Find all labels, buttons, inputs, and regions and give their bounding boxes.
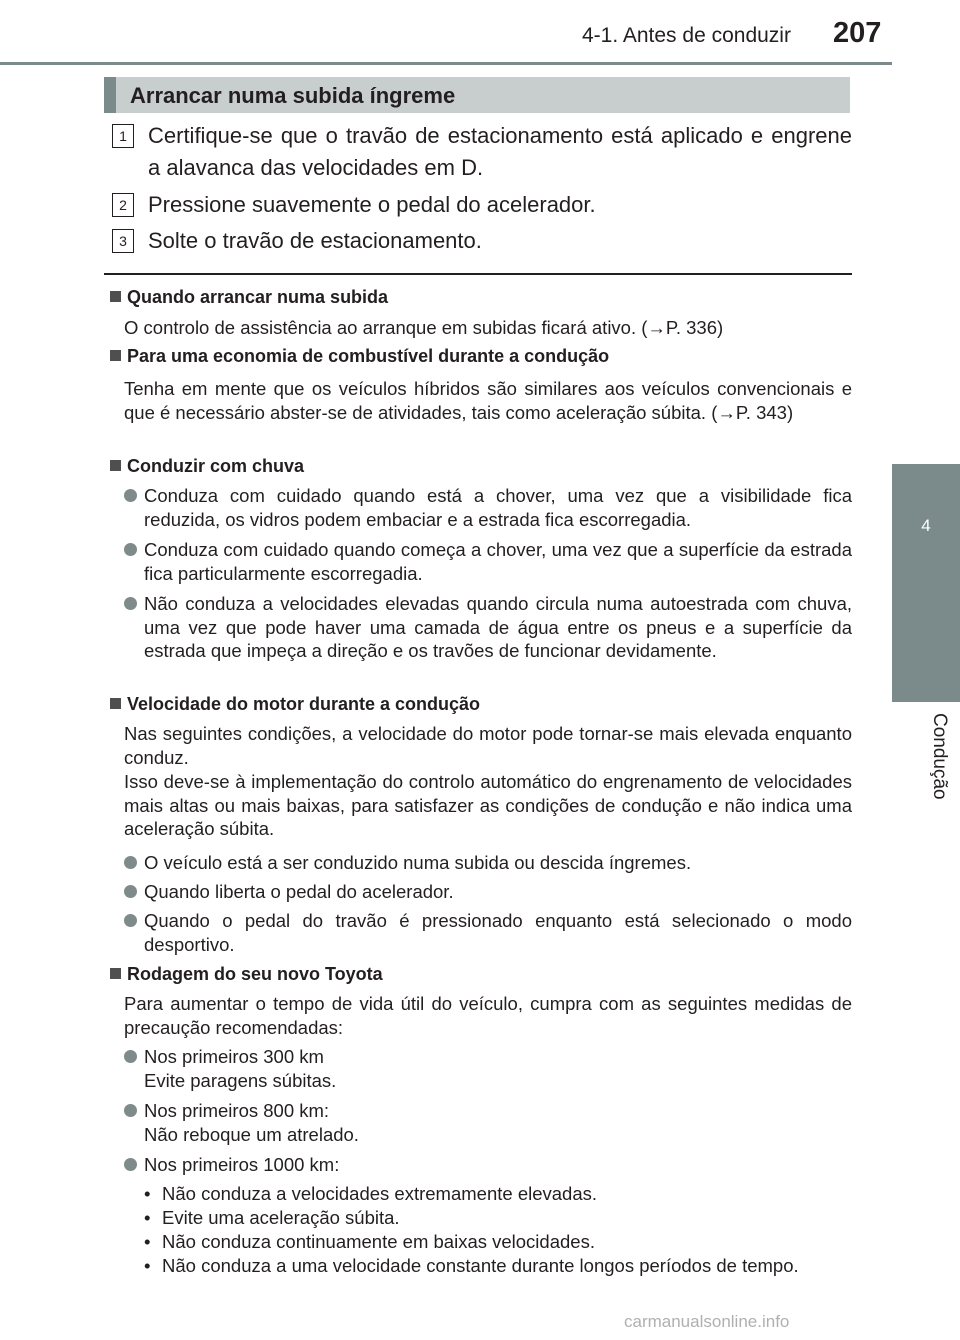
round-bullet-icon	[124, 885, 137, 898]
step-text: Solte o travão de estacionamento.	[148, 228, 482, 253]
square-bullet-icon	[110, 698, 121, 709]
list-item-text: Conduza com cuidado quando começa a chover, uma vez que a superfície da estrada fica particularmente escorregadia.	[144, 539, 852, 584]
note-paragraph: Para aumentar o tempo de vida útil do veículo, cumpra com as seguintes medidas de precaução recomendadas:	[124, 993, 852, 1038]
chapter-number: 4	[921, 516, 931, 535]
list-item-text: Nos primeiros 300 km	[144, 1046, 324, 1067]
chapter-label: Condução	[929, 713, 950, 800]
note-paragraph: Isso deve-se à implementação do controlo automático do engrenamento de velocidades mais altas ou mais baixas, para satisfazer as condições de condução e não indica uma aceleração súbita.	[124, 771, 852, 839]
round-bullet-icon	[124, 1104, 137, 1117]
step-text: Certifique-se que o travão de estacionamento está aplicado e engrene a alavanca das velocidades em D.	[148, 123, 852, 180]
list-item-text: O veículo está a ser conduzido numa subida ou descida íngremes.	[144, 852, 692, 873]
sub-list-item-text: Não conduza a velocidades extremamente elevadas.	[162, 1183, 598, 1204]
section-divider	[104, 273, 852, 275]
list-item-text: Nos primeiros 1000 km:	[144, 1154, 340, 1175]
note-heading-text: Velocidade do motor durante a condução	[127, 694, 481, 714]
square-bullet-icon	[110, 350, 121, 361]
chapter-side-tab	[892, 128, 960, 1340]
round-bullet-icon	[124, 489, 137, 502]
note-heading-text: Para uma economia de combustível durante a condução	[127, 346, 610, 366]
header-rule	[0, 62, 892, 65]
sub-list-item-text: Não conduza continuamente em baixas velocidades.	[162, 1231, 595, 1252]
note-paragraph: Tenha em mente que os veículos híbridos são similares aos veículos convencionais e que é necessário abster-se de atividades, tais como aceleração súbita. (→P. 343)	[124, 378, 852, 423]
step-text: Pressione suavemente o pedal do acelerador.	[148, 192, 596, 217]
list-item-text: Quando liberta o pedal do acelerador.	[144, 881, 454, 902]
round-bullet-icon	[124, 1050, 137, 1063]
round-bullet-icon	[124, 914, 137, 927]
dot-bullet-icon: •	[144, 1183, 151, 1204]
square-bullet-icon	[110, 460, 121, 471]
note-heading	[110, 287, 388, 308]
step-number: 1	[112, 124, 134, 148]
note-paragraph: O controlo de assistência ao arranque em subidas ficará ativo. (→P. 336)	[124, 317, 724, 338]
round-bullet-icon	[124, 597, 137, 610]
step-number: 2	[112, 193, 134, 217]
round-bullet-icon	[124, 856, 137, 869]
page-number: 207	[833, 17, 882, 49]
page-header	[0, 0, 960, 56]
note-heading	[110, 346, 609, 367]
note-heading	[110, 694, 480, 715]
note-heading-text: Conduzir com chuva	[127, 456, 305, 476]
square-bullet-icon	[110, 291, 121, 302]
section-title: Arrancar numa subida íngreme	[130, 83, 456, 108]
list-item-text: Quando o pedal do travão é pressionado enquanto está selecionado o modo desportivo.	[144, 910, 852, 955]
note-heading	[110, 964, 383, 985]
list-item-text: Nos primeiros 800 km:	[144, 1100, 330, 1121]
dot-bullet-icon: •	[144, 1207, 151, 1228]
note-heading-text: Quando arrancar numa subida	[127, 287, 389, 307]
note-heading	[110, 456, 304, 477]
list-item-text: Não reboque um atrelado.	[144, 1124, 359, 1145]
dot-bullet-icon: •	[144, 1231, 151, 1252]
section-title-box	[104, 77, 850, 113]
sub-list-item-text: Evite uma aceleração súbita.	[162, 1207, 400, 1228]
square-bullet-icon	[110, 968, 121, 979]
chapter-tab-box	[892, 464, 960, 702]
section-breadcrumb: 4-1. Antes de conduzir	[582, 24, 791, 47]
dot-bullet-icon: •	[144, 1255, 151, 1276]
sub-list-item-text: Não conduza a uma velocidade constante durante longos períodos de tempo.	[162, 1255, 799, 1276]
round-bullet-icon	[124, 1158, 137, 1171]
step-number: 3	[112, 229, 134, 253]
round-bullet-icon	[124, 543, 137, 556]
watermark-footer: carmanualsonline.info	[624, 1312, 790, 1331]
note-heading-text: Rodagem do seu novo Toyota	[127, 964, 383, 984]
note-paragraph: Nas seguintes condições, a velocidade do motor pode tornar-se mais elevada enquanto conduz.	[124, 723, 852, 768]
list-item-text: Evite paragens súbitas.	[144, 1070, 337, 1091]
list-item-text: Não conduza a velocidades elevadas quando circula numa autoestrada com chuva, uma vez que pode haver uma camada de água entre os pneus e a superfície da estrada que impeça a direção e os travões de funcionar devidamente.	[144, 593, 852, 661]
list-item-text: Conduza com cuidado quando está a chover, uma vez que a visibilidade fica reduzida, os vidros podem embaciar e a estrada fica escorregadia.	[144, 485, 852, 530]
